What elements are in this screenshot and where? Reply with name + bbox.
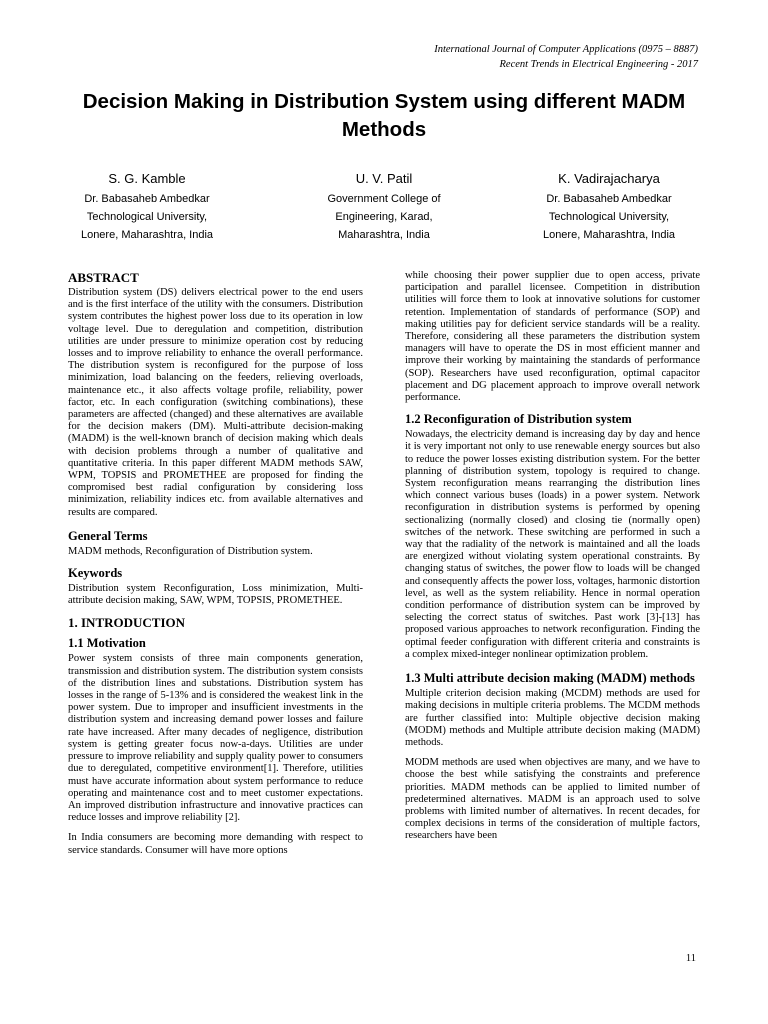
motivation-paragraph: Power system consists of three main components generation, transmission and distribution system. The distribution system consists of the distribution lines and substations. Distribution system has losses in the range of 5-13% and is considered the weakest link in the power system. Due to improper and insufficient investments in the distribution system and increasing demand power losses and failure rate have increased. After many decades of negligence, distribution system is getting greater focus now-a-days. Utilities are under pressure to improve reliability and supply quality power to consumers due to deregulated, competitive environment[1]. Therefore, utilities must have accurate information about system performance to reduce operating and maintenance cost and to meet customer expectations. An improved distribution infrastructure and innovative practices can reduce losses and improve reliability [2].: [68, 653, 363, 824]
author-1: [42, 170, 252, 244]
reconfiguration-paragraph: Nowadays, the electricity demand is increasing day by day and hence it is very important not only to use renewable energy sources but also to reduce the power losses existing distribution system. For the better planning of distribution system, topology is required to change. System reconfiguration means rearranging the distribution lines which connect various buses (loads) in a power system. Network reconfiguration in distribution systems is performed by opening sectionalizing (normally closed) and closing tie (normally open) switches of the network. These switching are performed in such a way that the radiality of the network is maintained and all the loads are energized without violating system operational constraints. By changing status of switches, the power flow to loads will be changed and consequently affects the power loss, voltages, harmonic distortion level, as well as the system reliability. Hence in normal operation condition performance of distribution system can be improved by selecting the correct status of switches. Past work [3]-[13] has proposed various approaches to network reconfiguration. Finding the optimal feeder configuration with different criteria and constraints is a complex mixed-integer nonlinear optimization problem.: [405, 429, 700, 660]
author-affiliation-line: Technological University,: [548, 211, 670, 223]
author-3: [504, 170, 714, 244]
left-column: [68, 270, 363, 865]
introduction-heading: 1. INTRODUCTION: [68, 615, 186, 631]
author-name: S. G. Kamble: [108, 171, 186, 186]
paper-title: Decision Making in Distribution System using different MADM Methods: [82, 90, 686, 141]
keywords-text: Distribution system Reconfiguration, Loss minimization, Multi-attribute decision making, SAW, WPM, TOPSIS, PROMETHEE.: [68, 583, 363, 607]
motivation-heading: 1.1 Motivation: [68, 636, 146, 651]
abstract-heading: ABSTRACT: [68, 270, 139, 285]
author-affiliation-line: Engineering, Karad,: [335, 211, 433, 223]
general-terms-heading: General Terms: [68, 528, 148, 543]
page-number: 11: [685, 953, 696, 964]
right-column: [405, 270, 700, 851]
author-affiliation-line: Lonere, Maharashtra, India: [542, 229, 676, 241]
author-affiliation-line: Lonere, Maharashtra, India: [80, 229, 214, 241]
author-affiliation-line: Maharashtra, India: [338, 229, 430, 241]
author-affiliation-line: Dr. Babasaheb Ambedkar: [546, 193, 672, 205]
madm-paragraph: Multiple criterion decision making (MCDM) methods are used for making decisions in multiple criteria problems. The MCDM methods are further classified into: Multiple objective decision making (MODM) methods and Multiple attribute decision making (MADM) methods.: [405, 688, 700, 748]
general-terms-text: MADM methods, Reconfiguration of Distribution system.: [68, 545, 313, 557]
continued-paragraph: while choosing their power supplier due to open access, private participation and parallel licensee. Competition in distribution utilities will force them to look at innovative solutions for customer retention. Implementation of standards of performance (SOP) and making utilities pay for deficient service standards will be a reality. Therefore, considering all these parameters the distribution system managers will have to operate the DS in most efficient manner and improve their working by maintaining the standards of performance (SOP). Researchers have used reconfiguration, optimal capacitor placement and DG placement approach to improve overall network performance.: [405, 270, 700, 404]
journal-name: International Journal of Computer Applications (0975 – 8887): [434, 44, 698, 55]
keywords-heading: Keywords: [68, 566, 123, 581]
madm-paragraph-2: MODM methods are used when objectives are many, and we have to choose the best while satisfying the constraints and preference priorities. MADM methods can be applied to limited number of predetermined alternatives. MADM is an approach used to solve problems with limited number of alternatives. In recent decades, for complex decisions in terms of the consideration of multiple factors, researchers have been: [405, 757, 700, 842]
abstract-text: Distribution system (DS) delivers electrical power to the end users and is the first interface of the utility with the consumers. Distribution system contributes the highest power loss due to its operation in low voltage level. Due to deregulation and competition, distribution utilities are under pressure to minimize operation cost by reducing losses and to improve reliability to enhance the overall performance. The distribution system is reconfigured for the purpose of loss minimization, load balancing on the feeders, relieving overloads, maintenance etc., it also affects voltage profile, reliability, power factor, etc. In each configuration (switching combinations), these parameters are affected (changed) and these alternatives are available for the decision makers (DM). Multi-attribute decision-making (MADM) is the well-known branch of decision making which deals with decision problems through a number of qualitative and quantitative criteria. In this paper different MADM methods SAW, WPM, TOPSIS and PROMETHEE are proposed for finding the compromised best radial configuration by considering loss minimization, reliability indices etc. from available alternatives and results are compared.: [68, 287, 363, 518]
author-name: U. V. Patil: [355, 171, 413, 186]
motivation-paragraph-2: In India consumers are becoming more demanding with respect to service standards. Consumer will have more options: [68, 832, 363, 856]
madm-heading: 1.3 Multi attribute decision making (MADM) methods: [405, 671, 695, 686]
author-name: K. Vadirajacharya: [558, 171, 660, 186]
author-affiliation-line: Dr. Babasaheb Ambedkar: [84, 193, 210, 205]
journal-issue: Recent Trends in Electrical Engineering - 2017: [499, 59, 698, 70]
author-affiliation-line: Government College of: [327, 193, 441, 205]
author-2: [279, 170, 489, 244]
journal-header: [434, 42, 698, 72]
reconfiguration-heading: 1.2 Reconfiguration of Distribution system: [405, 412, 632, 427]
author-affiliation-line: Technological University,: [86, 211, 208, 223]
